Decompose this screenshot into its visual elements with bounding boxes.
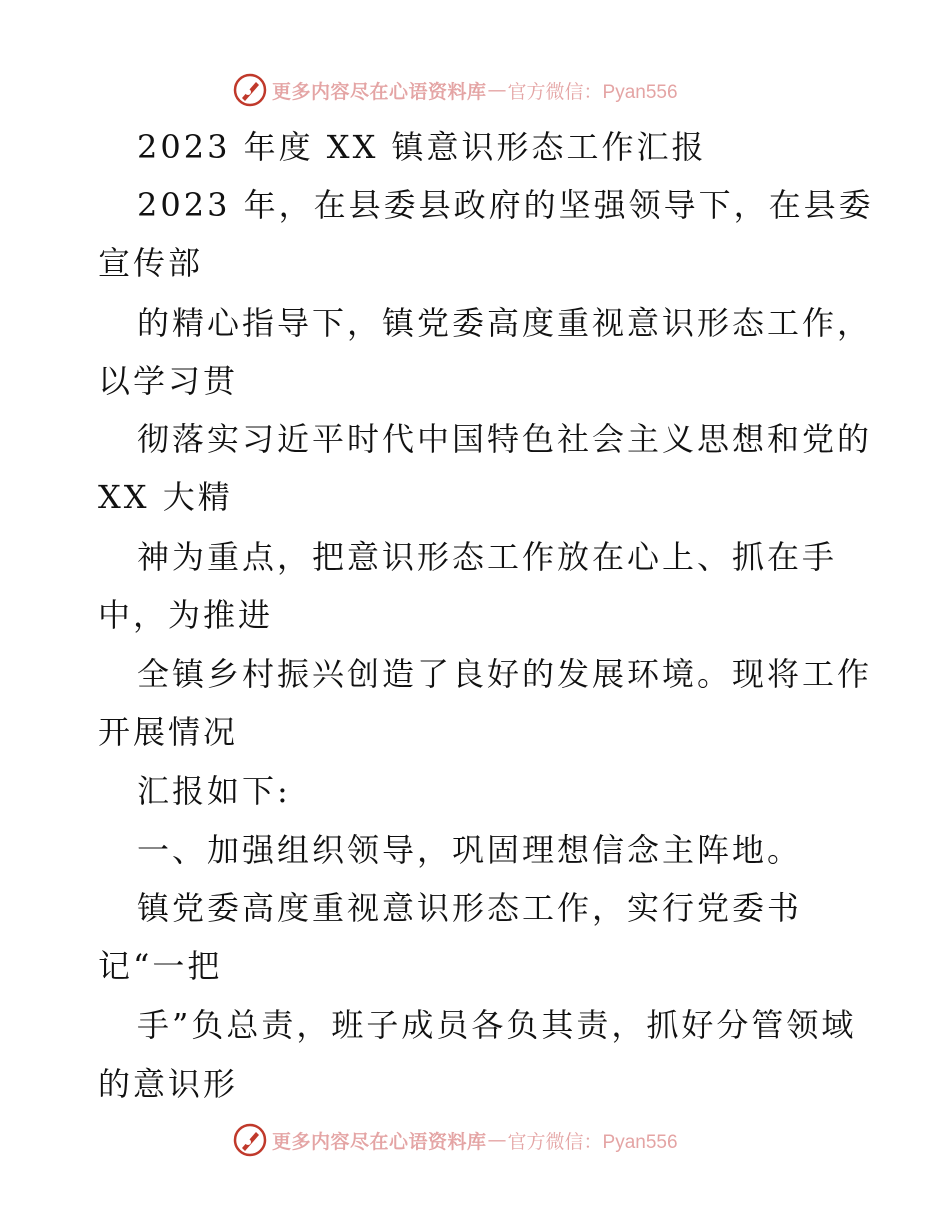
doc-line: 宣传部 [98,244,204,282]
doc-line: 中，为推进 [98,596,274,634]
doc-line: 汇报如下: [137,772,291,810]
watermark-separator: — [487,1129,507,1151]
watermark-main-text: 更多内容尽在心语资料库 [272,80,487,103]
doc-line: 2023 年，在县委县政府的坚强领导下，在县委 [137,186,874,224]
doc-line: 全镇乡村振兴创造了良好的发展环境。现将工作 [137,655,873,693]
doc-line: 彻落实习近平时代中国特色社会主义思想和党的 [137,420,873,458]
section-heading: 一、加强组织领导，巩固理想信念主阵地。 [137,831,803,869]
watermark-contact-text: 官方微信：Pyan556 [507,1131,678,1153]
doc-line: 的意识形 [98,1065,239,1103]
doc-line: 记“一把 [98,947,223,985]
doc-line: 神为重点，把意识形态工作放在心上、抓在手 [137,538,838,576]
doc-line: 手”负总责，班子成员各负其责，抓好分管领域 [137,1006,857,1044]
watermark-separator: — [487,79,507,101]
doc-title: 2023 年度 XX 镇意识形态工作汇报 [137,128,707,166]
doc-line: XX 大精 [98,478,233,516]
doc-line: 开展情况 [98,713,239,751]
pen-logo-icon [232,1122,268,1158]
watermark-contact-text: 官方微信：Pyan556 [507,81,678,103]
doc-line: 以学习贯 [98,362,239,400]
watermark-main-text: 更多内容尽在心语资料库 [272,1130,487,1153]
doc-line: 镇党委高度重视意识形态工作，实行党委书 [137,889,803,927]
doc-line: 的精心指导下，镇党委高度重视意识形态工作， [137,304,873,342]
watermark-footer [232,1120,678,1160]
